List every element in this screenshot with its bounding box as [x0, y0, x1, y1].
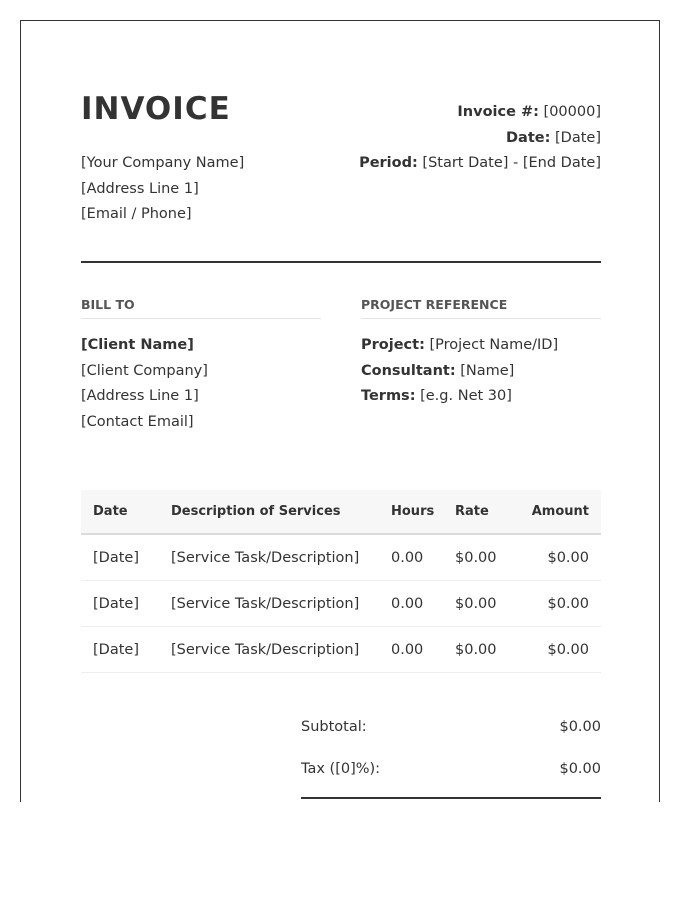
invoice-number-label: Invoice #: — [457, 104, 539, 120]
invoice-page — [20, 20, 660, 802]
tax-row — [301, 752, 601, 794]
row-date: [Date] — [81, 581, 159, 627]
client-company: [Client Company] — [81, 362, 208, 379]
col-header-rate: Rate — [455, 504, 489, 519]
col-header-date: Date — [93, 504, 128, 519]
row-amount: $0.00 — [519, 581, 601, 627]
totals-block — [301, 710, 601, 794]
table-row — [81, 581, 601, 627]
row-date: [Date] — [81, 627, 159, 673]
table-header-row — [81, 490, 601, 534]
project-details — [361, 333, 558, 410]
row-hours: 0.00 — [379, 534, 443, 581]
invoice-meta — [359, 100, 601, 177]
project-reference-heading: PROJECT REFERENCE — [361, 297, 601, 319]
bill-to-heading: BILL TO — [81, 297, 321, 319]
row-description: [Service Task/Description] — [159, 581, 379, 627]
invoice-period-value: [Start Date] - [End Date] — [417, 155, 601, 171]
col-header-description: Description of Services — [171, 504, 341, 519]
consultant-line — [361, 359, 558, 385]
tax-label: Tax ([0]%): — [301, 761, 381, 777]
services-table-header — [81, 490, 601, 534]
company-address: [Address Line 1] — [81, 180, 199, 197]
subtotal-label: Subtotal: — [301, 719, 367, 735]
row-description: [Service Task/Description] — [159, 534, 379, 581]
invoice-number-line — [359, 100, 601, 126]
row-hours: 0.00 — [379, 581, 443, 627]
company-contact: [Email / Phone] — [81, 206, 192, 222]
totals-divider — [301, 797, 601, 799]
row-hours: 0.00 — [379, 627, 443, 673]
terms-label: Terms: — [361, 388, 416, 404]
project-value: [Project Name/ID] — [424, 337, 559, 353]
row-rate: $0.00 — [443, 627, 519, 673]
terms-value: [e.g. Net 30] — [415, 388, 512, 404]
client-email: [Contact Email] — [81, 413, 194, 430]
row-rate: $0.00 — [443, 534, 519, 581]
subtotal-row — [301, 710, 601, 752]
header-divider — [81, 261, 601, 263]
col-header-hours: Hours — [391, 504, 435, 519]
col-header-amount: Amount — [531, 504, 589, 519]
services-table — [81, 490, 601, 673]
company-info — [81, 151, 244, 228]
invoice-number-value: [00000] — [538, 104, 601, 120]
invoice-period-line — [359, 151, 601, 177]
services-table-body — [81, 534, 601, 673]
invoice-date-value: [Date] — [550, 129, 601, 146]
row-date: [Date] — [81, 534, 159, 581]
invoice-period-label: Period: — [359, 155, 418, 171]
row-amount: $0.00 — [519, 627, 601, 673]
project-label: Project: — [361, 337, 425, 353]
client-name: [Client Name] — [81, 337, 194, 353]
table-row — [81, 534, 601, 581]
tax-value: $0.00 — [559, 761, 601, 777]
row-amount: $0.00 — [519, 534, 601, 581]
invoice-title: INVOICE — [81, 91, 231, 127]
company-name: [Your Company Name] — [81, 155, 245, 171]
row-description: [Service Task/Description] — [159, 627, 379, 673]
invoice-date-line — [359, 126, 601, 152]
consultant-value: [Name] — [455, 362, 515, 379]
table-row — [81, 627, 601, 673]
row-rate: $0.00 — [443, 581, 519, 627]
invoice-date-label: Date: — [506, 129, 551, 146]
bill-to-details — [81, 333, 208, 435]
consultant-label: Consultant: — [361, 362, 456, 379]
subtotal-value: $0.00 — [559, 719, 601, 735]
client-address: [Address Line 1] — [81, 388, 199, 404]
project-line — [361, 333, 558, 359]
terms-line — [361, 384, 558, 410]
